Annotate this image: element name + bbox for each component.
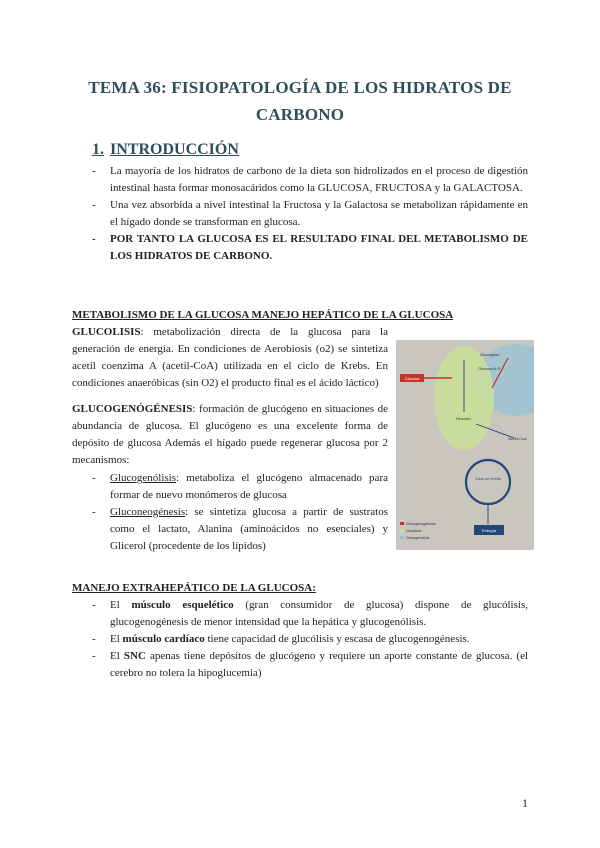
list-item: [90, 470, 388, 504]
legend-label: Glucogenólisis: [406, 536, 430, 540]
mechanism-term: Gluconeogénesis: [110, 506, 186, 518]
label-mid: Piruvato: [456, 416, 471, 421]
mechanism-term: Glucogenólisis: [110, 472, 176, 484]
legend-swatch-green: [400, 529, 404, 532]
hepatic-heading: METABOLISMO DE LA GLUCOSA MANEJO HEPÁTICO DE LA GLUCOSA: [72, 309, 454, 321]
glucose-metabolism-figure: [396, 340, 534, 550]
list-item: [90, 504, 388, 555]
item-pre: El: [110, 633, 123, 645]
item-pre: El: [110, 650, 124, 662]
label-cycle: Ciclo de Krebs: [474, 476, 502, 481]
label-bottom: Energía: [481, 528, 497, 533]
list-item: [90, 631, 528, 648]
mechanism-text: : metaboliza el glucógeno almacenado para formar de nuevo monómeros de glucosa: [110, 472, 388, 501]
item-pre: El: [110, 599, 132, 611]
list-item: - POR TANTO LA GLUCOSA ES EL RESULTADO FINAL DEL METABOLISMO DE LOS HIDRATOS DE CARBONO.: [90, 231, 528, 265]
intro-list: [90, 163, 528, 265]
page-number: 1: [522, 796, 528, 810]
mechanisms-list: [90, 470, 388, 555]
item-post: apenas tiene depósitos de glucógeno y requiere un aporte constante de glucosa. (el cerebro no tolera la hipoglucemia): [110, 650, 529, 679]
extrahepatic-list: [90, 597, 528, 682]
section-heading-text: INTRODUCCIÓN: [110, 141, 239, 158]
list-item: - Una vez absorbida a nivel intestinal la Fructosa y la Galactosa se metabolizan rápidamente en el hígado donde se transforman en glucosa.: [90, 197, 528, 231]
metabolism-diagram: [396, 340, 534, 550]
input-box-label: Glucosa: [404, 376, 420, 381]
list-item: - La mayoría de los hidratos de carbono de la dieta son hidrolizados en el proceso de digestión intestinal hasta formar monosacáridos como la GLUCOSA, FRUCTOSA y la GALACTOSA.: [90, 163, 528, 197]
label-right: Acetil-CoA: [508, 436, 527, 441]
legend-label: Glucólisis: [406, 529, 422, 533]
title-line-2: CARBONO: [255, 105, 345, 124]
legend-swatch-red: [400, 522, 404, 525]
label-top2: Glucosa-6-P: [478, 366, 501, 371]
glucogenogenesis-paragraph: [72, 401, 388, 469]
list-item: [90, 648, 528, 682]
label-top: Glucógeno: [480, 352, 500, 357]
glucolisis-term: GLUCOLISIS: [72, 326, 141, 338]
item-post: tiene capacidad de glucólisis y escasa de glucogenogénesis.: [204, 633, 470, 645]
section-heading-introduccion: [92, 141, 239, 159]
item-bold: músculo cardíaco: [122, 633, 205, 645]
list-item: [90, 597, 528, 631]
item-post: (gran consumidor de glucosa) dispone de glucólisis, glucogenogénesis de menor intensidad que la hepática y glucogenólisis.: [110, 599, 528, 628]
title-line-1: TEMA 36: FISIOPATOLOGÍA DE LOS HIDRATOS DE: [88, 78, 512, 97]
glucolisis-paragraph: [72, 324, 388, 392]
item-bold: músculo esquelético: [131, 599, 234, 611]
item-bold: SNC: [123, 650, 146, 662]
glucogen-text: : formación de glucógeno en situaciones de abundancia de glucosa. El glucógeno es una excelente forma de depósito de glucosa Además el hígado puede regenerar glucosa por 2 mecanismos:: [72, 403, 388, 466]
page-title: [60, 74, 540, 128]
mechanism-text: : se sintetiza glucosa a partir de sustratos como el lactato, Alanina (aminoácidos no esenciales) y Glicerol (procedente de los lípidos): [110, 506, 388, 552]
legend-label: Glucogenogénesis: [406, 522, 436, 526]
legend-swatch-blue: [400, 536, 404, 539]
section-number: 1.: [92, 141, 104, 158]
extrahepatic-heading: MANEJO EXTRAHEPÁTICO DE LA GLUCOSA:: [72, 582, 316, 594]
glucolisis-text: : metabolización directa de la glucosa para la generación de energía. En condiciones de Aerobiosis (o2) se sintetiza acetil coenzima A (acetil-CoA) utilizada en el ciclo de Krebs. En condiciones anaeróbicas (sin O2) el producto final es el ácido láctico): [72, 326, 388, 389]
glucogen-term: GLUCOGENÓGÉNESIS: [72, 403, 193, 415]
